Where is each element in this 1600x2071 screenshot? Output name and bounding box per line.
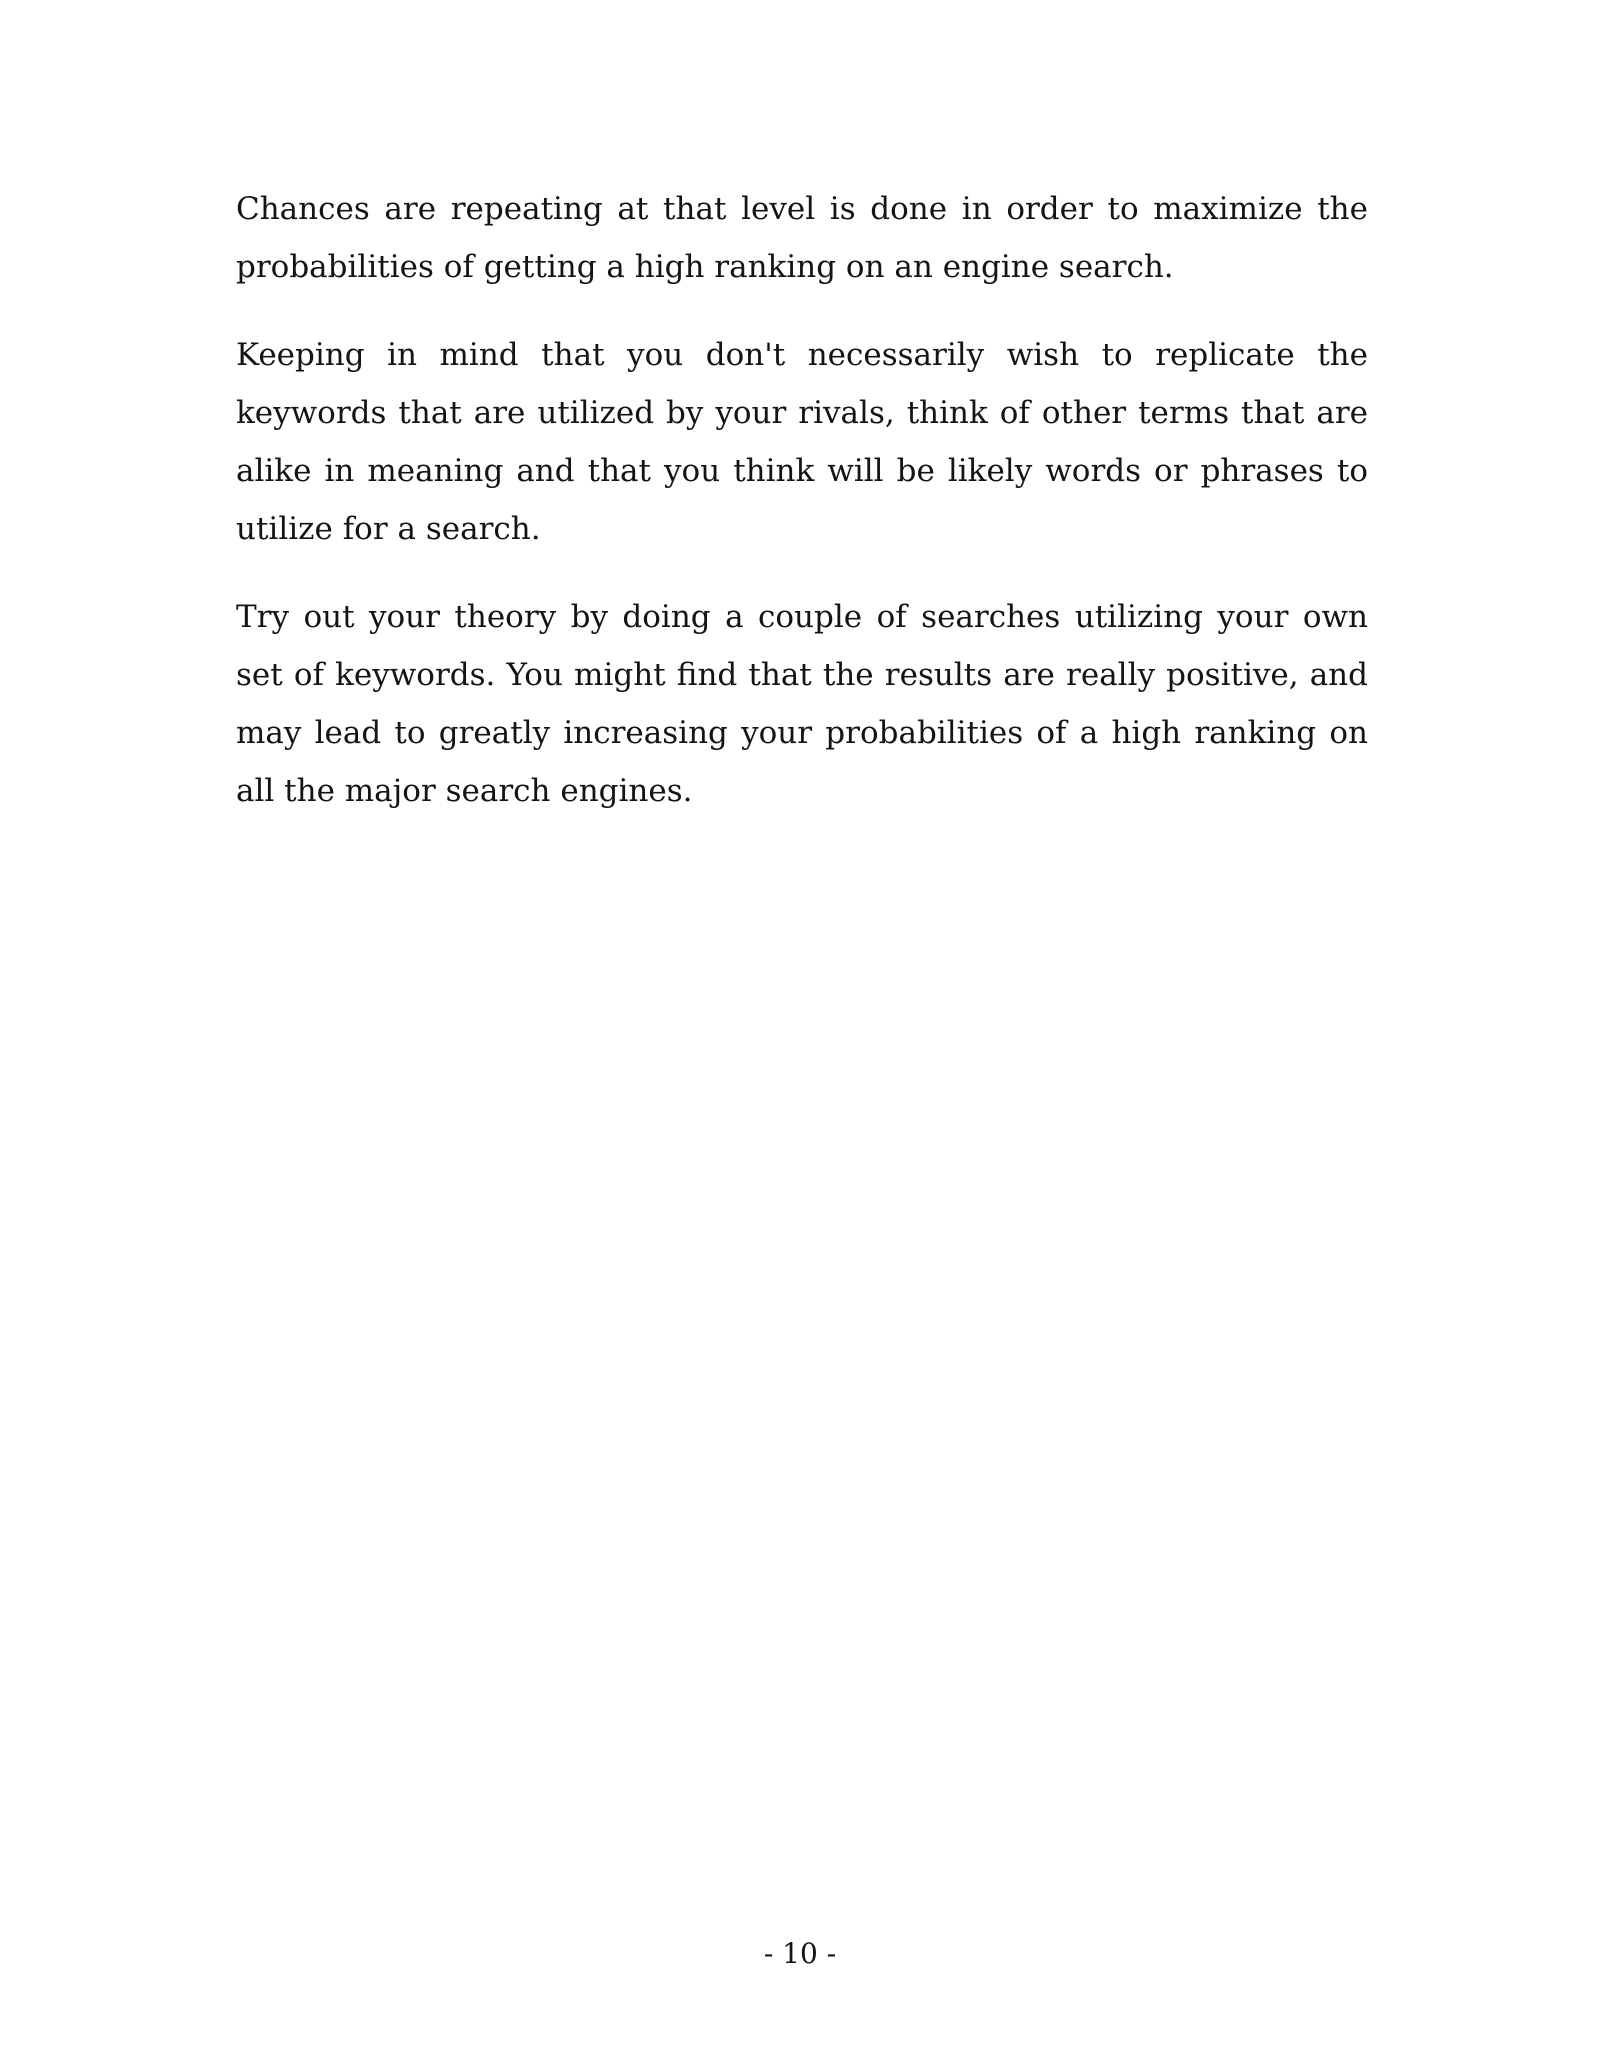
paragraph-3: Try out your theory by doing a couple of searches utilizing your own set of keywords. You might find that the results are really positive, and may lead to greatly increasing your probabilities of a high ranking on all the major search engines. (236, 599, 1368, 809)
body-text (236, 180, 1368, 850)
paragraph-1: Chances are repeating at that level is done in order to maximize the probabilities of getting a high ranking on an engine search. (236, 191, 1368, 285)
paragraph-2: Keeping in mind that you don't necessarily wish to replicate the keywords that are utilized by your rivals, think of other terms that are alike in meaning and that you think will be likely words or phrases to utilize for a search. (236, 337, 1368, 547)
page-number: - 10 - (763, 1937, 837, 1970)
